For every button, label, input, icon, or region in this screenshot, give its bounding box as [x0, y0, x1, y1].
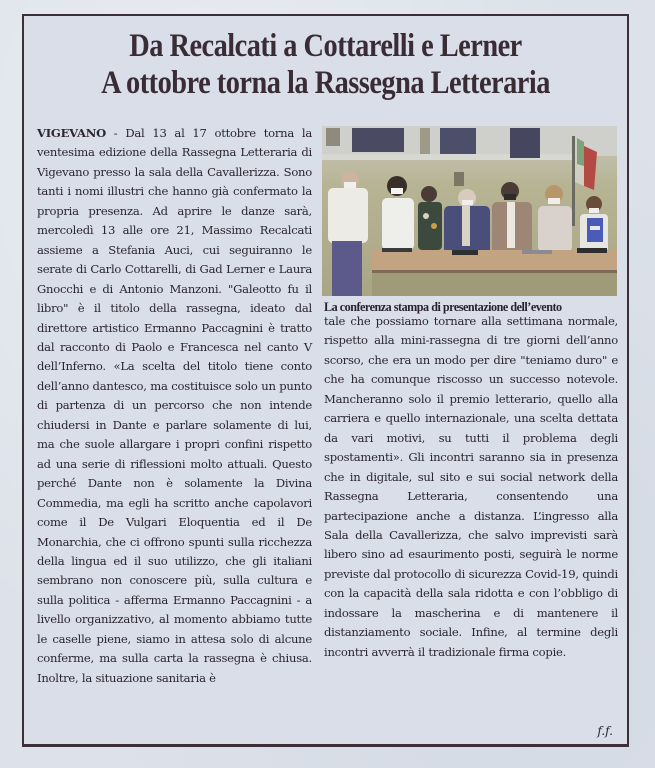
headline [66, 28, 585, 102]
headline-line-2: A ottobre torna la Rassegna Letteraria [101, 65, 550, 101]
article-body-right: tale che possiamo tornare alla settimana normale, rispetto alla mini-rassegna di tre giorni dell’anno scorso, che era un modo per dire "teniamo duro" e che ha comunque riscosso un successo notevole. Mancheranno solo il premio letterario, quello alla carriera e quello internazionale, una scelta dettata da vari motivi, su tutti il problema degli spostamenti». Gli incontri saranno sia in presenza che in digitale, sul sito e sui social network della Rassegna Letteraria, consentendo una partecipazione anche a distanza. L’ingresso alla Sala della Cavallerizza, che salvo imprevisti sarà libero sino ad esaurimento posti, seguirà le norme previste dal protocollo di sicurezza Covid-19, quindi con la capacità della sala ridotta e con l’obbligo di indossare la mascherina e di mantenere il distanziamento sociale. Infine, al termine degli incontri avverrà il tradizionale firma copie. [324, 314, 618, 659]
headline-line-1: Da Recalcati a Cottarelli e Lerner [129, 28, 522, 64]
dateline: VIGEVANO [37, 126, 106, 140]
article-column-left [37, 124, 312, 688]
press-conference-photo [322, 126, 617, 296]
photo-illustration [322, 126, 617, 296]
article-frame [22, 14, 629, 747]
article-column-right [324, 312, 618, 662]
photo-caption: La conferenza stampa di presentazione dell’evento [324, 300, 562, 314]
article-body-left: - Dal 13 al 17 ottobre torna la ventesima edizione della Rassegna Letteraria di Vigevano presso la sala della Cavallerizza. Sono tanti i nomi illustri che hanno già confermato la propria presenza. Ad aprire le danze sarà, mercoledì 13 alle ore 21, Massimo Recalcati assieme a Stefania Auci, cui seguiranno le serate di Carlo Cottarelli, di Gad Lerner e Laura Gnocchi e di Antonio Manzoni. "Galeotto fu il libro" è il titolo della rassegna, ideato dal direttore artistico Ermanno Paccagnini è tratto dal racconto di Paolo e Francesca nel canto V dell’Inferno. «La scelta del titolo tiene conto dell’anno dantesco, ma costituisce solo un punto di partenza di un percorso che non intende chiudersi in Dante e parlare solamente di lui, ma che suole allargare i propri confini rispetto ad una serie di riflessioni molto attuali. Questo perché Dante non è solamente la Divina Commedia, ma egli ha scritto anche capolavori come il De Vulgari Eloquentia ed il De Monarchia, che ci offrono spunti sulla ricchezza della lingua ed il suo utilizzo, che gli italiani sembrano non conoscere più, sulla cultura e sulla politica - afferma Ermanno Paccagnini - a livello organizzativo, al momento abbiamo tutte le caselle piene, siamo in attesa solo di alcune conferme, ma sulla carta la rassegna è chiusa. Inoltre, la situazione sanitaria è [37, 126, 312, 685]
author-signature: f.f. [597, 724, 613, 738]
